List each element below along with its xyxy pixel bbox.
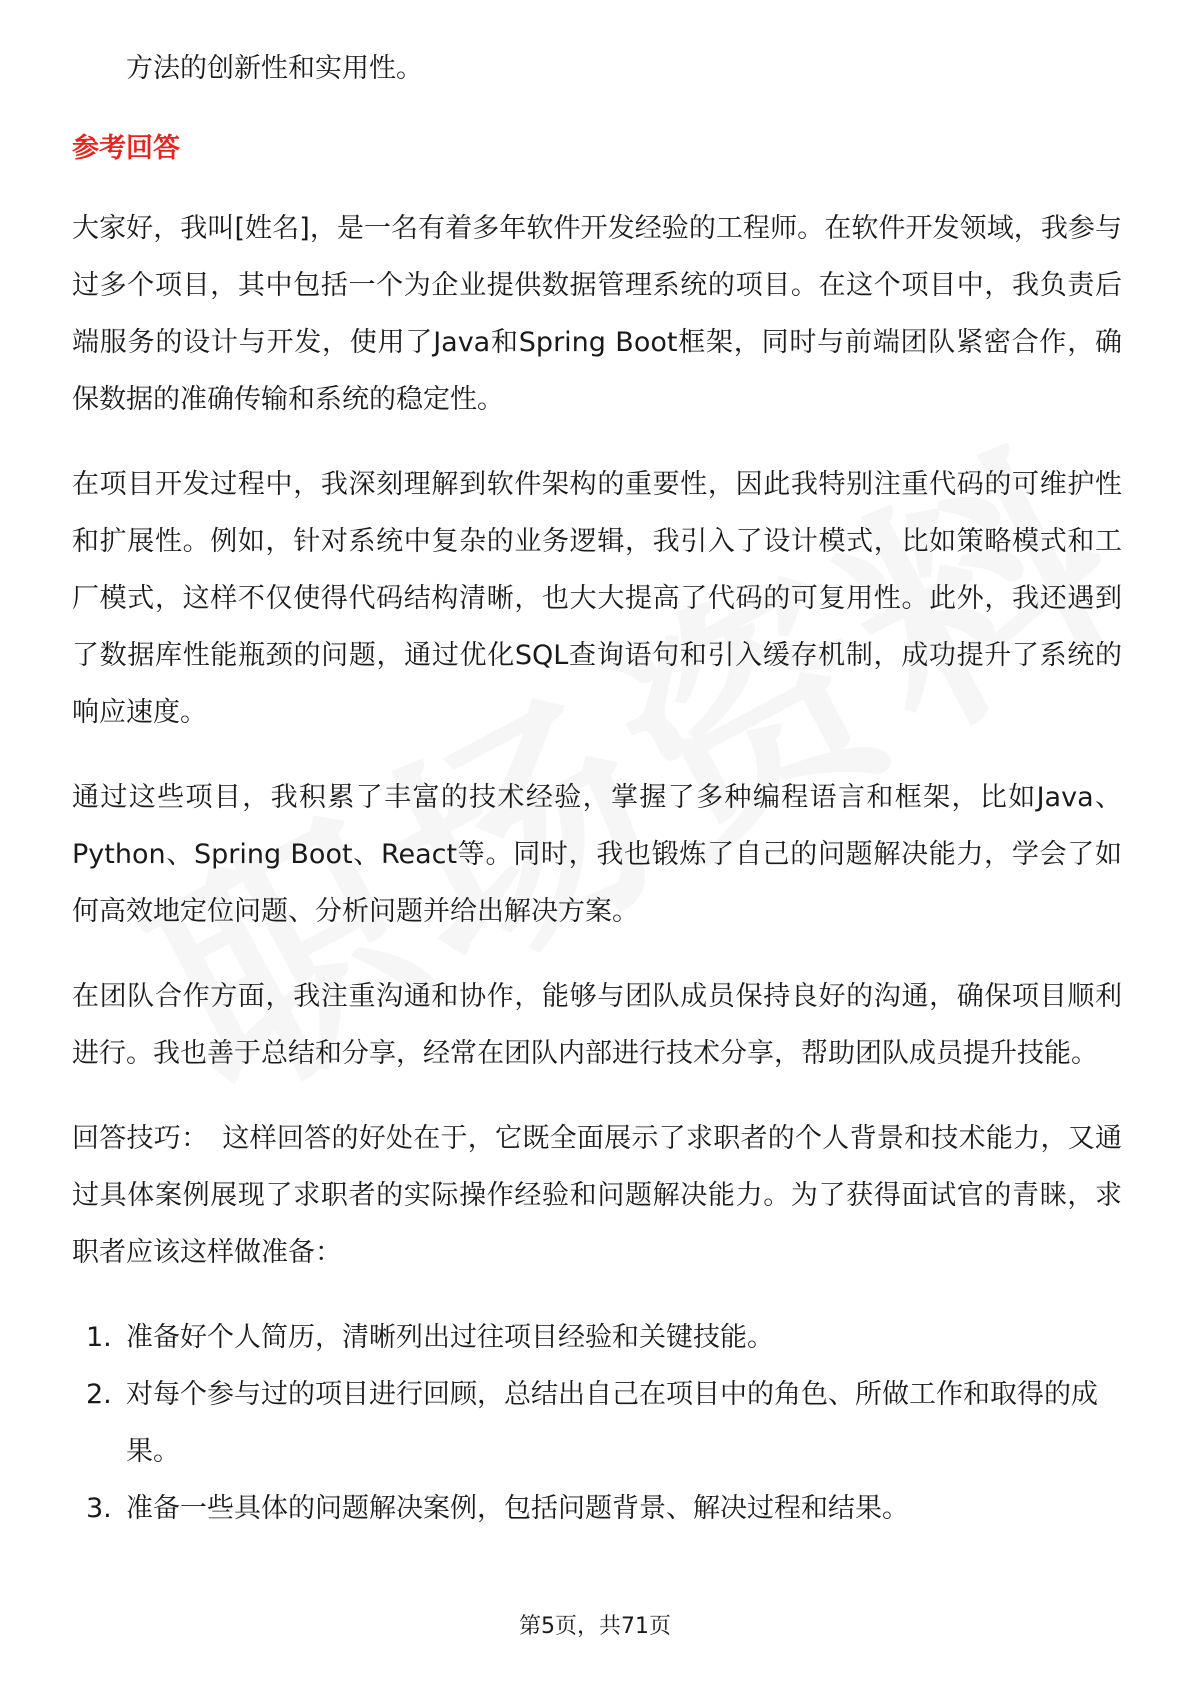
section-title: 参考回答	[72, 133, 180, 164]
page-footer: 第5页，共71页	[519, 1614, 671, 1639]
list-item	[72, 1480, 1122, 1537]
preparation-steps-list	[72, 1309, 1122, 1537]
paragraph-teamwork: 在团队合作方面，我注重沟通和协作，能够与团队成员保持良好的沟通，确保项目顺利进行。我也善于总结和分享，经常在团队内部进行技术分享，帮助团队成员提升技能。	[72, 981, 1122, 1069]
answer-tips	[72, 1110, 1122, 1281]
list-item-number: 1.	[86, 1322, 112, 1353]
paragraph-architecture: 在项目开发过程中，我深刻理解到软件架构的重要性，因此我特别注重代码的可维护性和扩展性。例如，针对系统中复杂的业务逻辑，我引入了设计模式，比如策略模式和工厂模式，这样不仅使得代码结构清晰，也大大提高了代码的可复用性。此外，我还遇到了数据库性能瓶颈的问题，通过优化SQL查询语句和引入缓存机制，成功提升了系统的响应速度。	[72, 469, 1122, 728]
list-item-number: 3.	[86, 1493, 112, 1524]
list-item-text: 准备好个人简历，清晰列出过往项目经验和关键技能。	[126, 1322, 774, 1353]
intro-line: 方法的创新性和实用性。	[126, 53, 423, 84]
list-item	[72, 1366, 1122, 1480]
page-content	[72, 40, 1122, 1537]
paragraph-experience: 通过这些项目，我积累了丰富的技术经验，掌握了多种编程语言和框架，比如Java、Python、Spring Boot、React等。同时，我也锻炼了自己的问题解决能力，学会了如何高效地定位问题、分析问题并给出解决方案。	[72, 782, 1122, 927]
paragraph-intro: 大家好，我叫[姓名]，是一名有着多年软件开发经验的工程师。在软件开发领域，我参与过多个项目，其中包括一个为企业提供数据管理系统的项目。在这个项目中，我负责后端服务的设计与开发，使用了Java和Spring Boot框架，同时与前端团队紧密合作，确保数据的准确传输和系统的稳定性。	[72, 213, 1122, 415]
answer-tips-text: 这样回答的好处在于，它既全面展示了求职者的个人背景和技术能力，又通过具体案例展现了求职者的实际操作经验和问题解决能力。为了获得面试官的青睐，求职者应该这样做准备：	[72, 1123, 1123, 1268]
list-item	[72, 1309, 1122, 1366]
list-item-text: 对每个参与过的项目进行回顾，总结出自己在项目中的角色、所做工作和取得的成果。	[126, 1379, 1098, 1467]
list-item-number: 2.	[86, 1379, 112, 1410]
answer-tips-label: 回答技巧：	[72, 1123, 209, 1154]
list-item-text: 准备一些具体的问题解决案例，包括问题背景、解决过程和结果。	[126, 1493, 909, 1524]
